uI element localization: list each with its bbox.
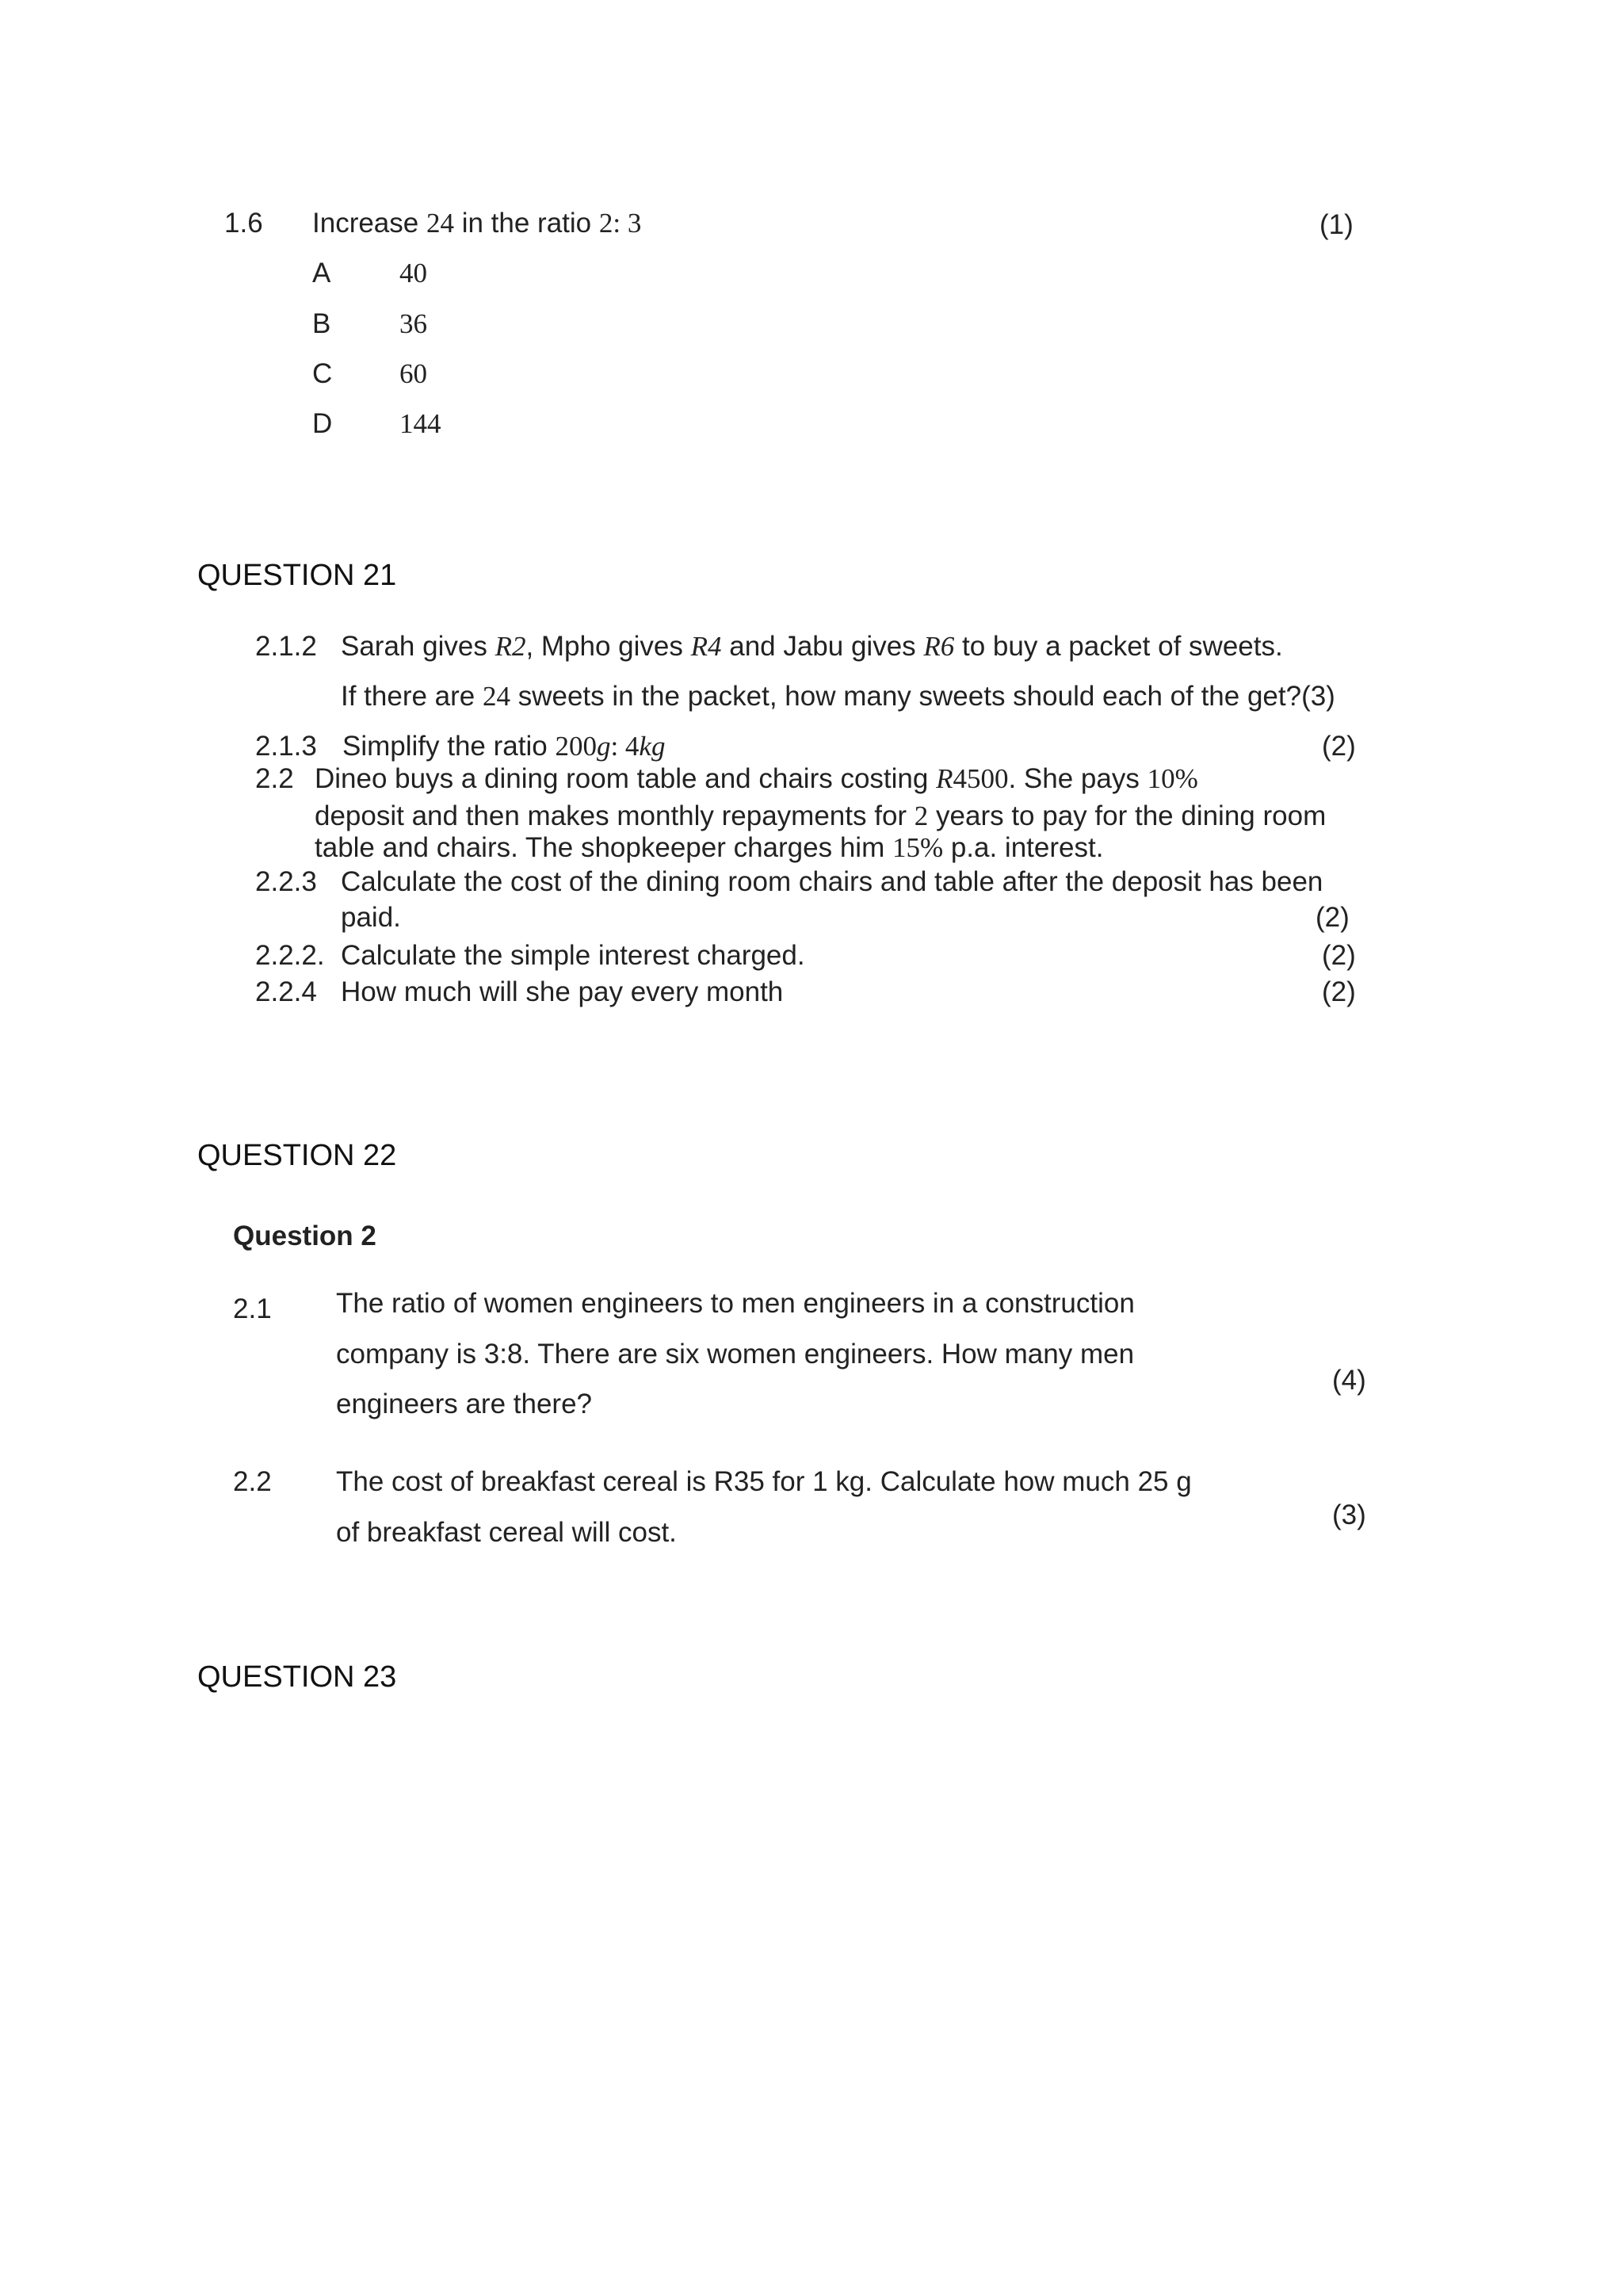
number-value: 4500 (953, 763, 1009, 794)
question-text: How much will she pay every month (341, 976, 784, 1007)
marks: (1) (1319, 209, 1354, 240)
section-heading: QUESTION 22 (197, 1139, 397, 1172)
question-text-line: company is 3:8. There are six women engineers. How many men (336, 1339, 1135, 1370)
unit: g (596, 731, 611, 762)
text-segment: and Jabu gives (721, 631, 924, 662)
question-number: 2.2.2. (255, 940, 325, 971)
marks: (3) (1332, 1499, 1366, 1530)
text-segment: table and chairs. The shopkeeper charges him (315, 832, 892, 863)
question-text-line (315, 834, 1103, 861)
number-value: 200 (555, 731, 597, 762)
question-number: 2.1.3 (255, 731, 317, 762)
question-text: Calculate the simple interest charged. (341, 940, 805, 971)
question-text (341, 632, 1283, 660)
question-number: 2.2.4 (255, 976, 317, 1007)
marks: (2) (1322, 976, 1356, 1007)
text-segment: in the ratio (453, 208, 599, 239)
marks: (2) (1316, 902, 1350, 933)
percent-value: 15% (892, 832, 944, 863)
number-value: 2 (914, 800, 929, 831)
section-heading: QUESTION 23 (197, 1660, 397, 1694)
option-value: 36 (399, 308, 427, 339)
option-letter: C (312, 358, 333, 389)
text-segment: p.a. interest. (943, 832, 1104, 863)
currency: R (936, 763, 953, 794)
question-number: 2.1.2 (255, 631, 317, 662)
question-number: 2.1 (233, 1293, 272, 1324)
question-text-line: engineers are there? (336, 1389, 592, 1419)
text-segment: . She pays (1008, 763, 1148, 794)
number-value: 4 (624, 731, 640, 762)
question-text (342, 732, 665, 760)
option-value: 40 (399, 258, 427, 288)
text-segment: Simplify the ratio (342, 731, 556, 762)
text-segment: years to pay for the dining room (928, 800, 1327, 831)
question-text-line: of breakfast cereal will cost. (336, 1517, 677, 1548)
ratio-value: 2: 3 (598, 208, 642, 239)
ratio-separator: : (610, 731, 625, 762)
question-number: 2.2 (233, 1466, 272, 1497)
text-segment: If there are (341, 681, 483, 712)
text-segment: Dineo buys a dining room table and chairs costing (315, 763, 937, 794)
question-text-line: Calculate the cost of the dining room chairs and table after the deposit has been (341, 866, 1323, 897)
text-segment: deposit and then makes monthly repayments for (315, 800, 915, 831)
question-text-line: The ratio of women engineers to men engineers in a construction (336, 1288, 1135, 1319)
amount: R2 (495, 631, 526, 662)
unit: kg (639, 731, 666, 762)
subheading: Question 2 (233, 1221, 376, 1251)
option-value: 60 (399, 358, 427, 389)
text-segment: Sarah gives (341, 631, 495, 662)
marks: (2) (1322, 731, 1356, 762)
number-value: 24 (426, 208, 454, 239)
marks: (4) (1332, 1365, 1366, 1396)
question-number: 2.2 (255, 763, 294, 794)
option-letter: D (312, 408, 333, 439)
question-number: 2.2.3 (255, 866, 317, 897)
question-text (312, 209, 641, 237)
option-letter: A (312, 258, 331, 288)
question-text-line: paid. (341, 902, 401, 933)
option-letter: B (312, 308, 331, 339)
percent-value: 10% (1147, 763, 1198, 794)
option-value: 144 (399, 408, 441, 439)
amount: R6 (923, 631, 955, 662)
section-heading: QUESTION 21 (197, 559, 397, 592)
question-text-line: The cost of breakfast cereal is R35 for 1 kg. Calculate how much 25 g (336, 1466, 1192, 1497)
question-text (315, 765, 1198, 793)
text-segment: to buy a packet of sweets. (954, 631, 1283, 662)
text-segment: sweets in the packet, how many sweets should each of the get?(3) (510, 681, 1335, 712)
marks: (2) (1322, 940, 1356, 971)
question-number: 1.6 (224, 208, 263, 239)
amount: R4 (690, 631, 722, 662)
number-value: 24 (482, 681, 510, 712)
question-text-line (341, 682, 1335, 710)
text-segment: , Mpho gives (525, 631, 691, 662)
text-segment: Increase (312, 208, 426, 239)
question-text-line (315, 802, 1326, 830)
